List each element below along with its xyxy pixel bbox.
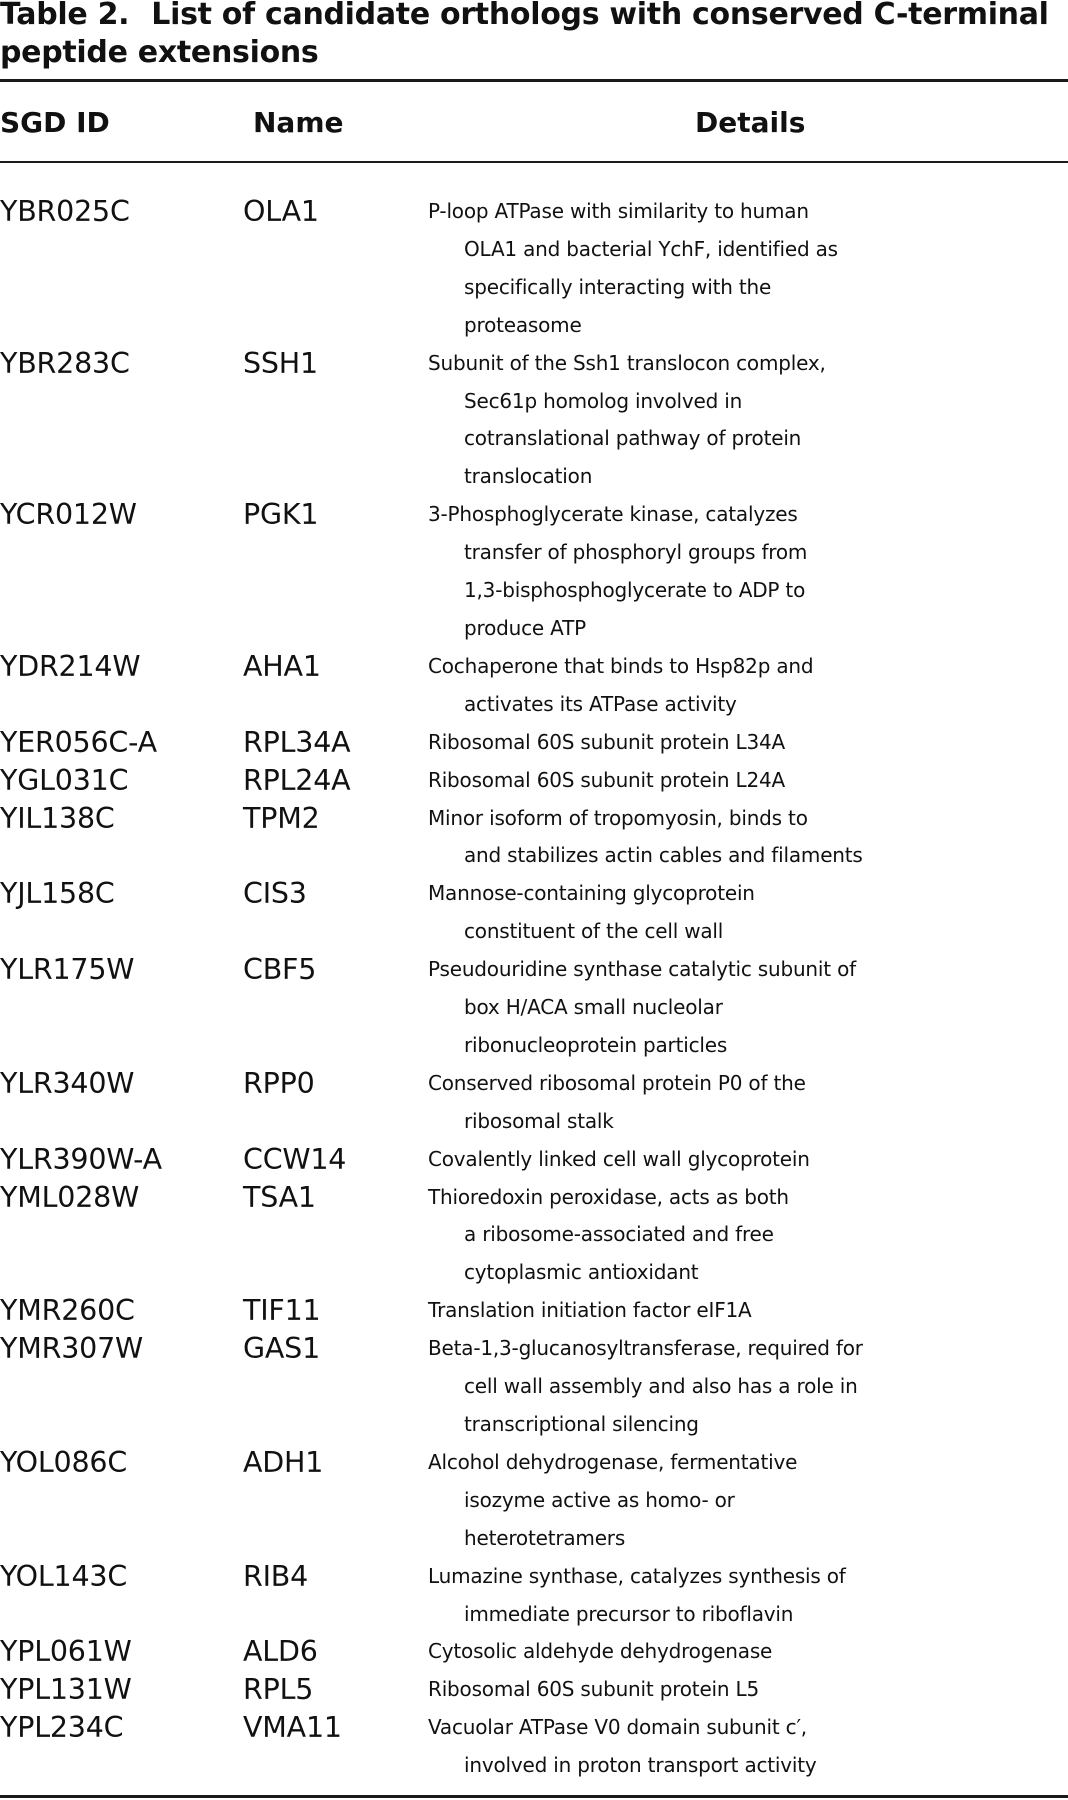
cell-name: CBF5 <box>243 953 317 987</box>
details-line: Cochaperone that binds to Hsp82p and <box>428 653 814 678</box>
details-line: Ribosomal 60S subunit protein L5 <box>428 1677 760 1702</box>
cell-name: OLA1 <box>243 195 319 228</box>
cell-name: ALD6 <box>243 1635 318 1669</box>
table-row <box>0 1141 1068 1179</box>
details-line: Translation initiation factor eIF1A <box>428 1298 752 1323</box>
cell-details <box>428 800 1068 876</box>
cell-sgd-id: YLR390W-A <box>0 1142 162 1176</box>
header-rule <box>0 161 1068 163</box>
cell-sgd-id: YER056C-A <box>0 725 157 759</box>
cell-details <box>428 951 1068 1065</box>
cell-sgd-id: YDR214W <box>0 649 141 683</box>
table-row <box>0 1444 1068 1558</box>
details-line: 3-Phosphoglycerate kinase, catalyzes <box>428 502 798 527</box>
details-line: Vacuolar ATPase V0 domain subunit c′, <box>428 1715 807 1740</box>
cell-sgd-id: YMR260C <box>0 1294 135 1328</box>
cell-details <box>428 875 1068 951</box>
cell-name: SSH1 <box>243 346 318 380</box>
details-line: ribosomal stalk <box>464 1108 614 1133</box>
cell-name: RPL24A <box>243 763 351 797</box>
cell-sgd-id: YPL234C <box>0 1711 124 1745</box>
cell-sgd-id: YLR340W <box>0 1066 135 1100</box>
table-row <box>0 1179 1068 1293</box>
table-row <box>0 762 1068 800</box>
caption-line-2 <box>0 34 1068 72</box>
details-line: transcriptional silencing <box>464 1412 699 1436</box>
caption-line-1 <box>0 0 1068 34</box>
cell-name: TSA1 <box>243 1180 316 1214</box>
details-line: Subunit of the Ssh1 translocon complex, <box>428 350 826 375</box>
table-caption <box>0 0 1068 72</box>
details-line: Minor isoform of tropomyosin, binds to <box>428 805 808 830</box>
table-row <box>0 1671 1068 1709</box>
column-header-name: Name <box>253 106 344 139</box>
cell-sgd-id: YPL131W <box>0 1673 132 1707</box>
table-title-line-2: peptide extensions <box>0 35 319 70</box>
details-line: Ribosomal 60S subunit protein L34A <box>428 729 786 754</box>
details-line: Covalently linked cell wall glycoprotein <box>428 1146 810 1171</box>
details-line: Lumazine synthase, catalyzes synthesis of <box>428 1563 846 1588</box>
cell-sgd-id: YMR307W <box>0 1332 143 1366</box>
cell-details <box>428 1558 1068 1634</box>
details-line: proteasome <box>464 312 582 337</box>
details-line: Cytosolic aldehyde dehydrogenase <box>428 1639 773 1664</box>
details-line: transfer of phosphoryl groups from <box>464 540 808 565</box>
cell-name: CIS3 <box>243 877 307 911</box>
cell-details <box>428 1671 1068 1709</box>
details-line: specifically interacting with the <box>464 274 772 299</box>
table-row <box>0 951 1068 1065</box>
table-row <box>0 724 1068 762</box>
details-line: isozyme active as homo- or <box>464 1487 735 1512</box>
table-row <box>0 1633 1068 1671</box>
cell-details <box>428 193 1068 345</box>
cell-details <box>428 1709 1068 1785</box>
top-rule <box>0 79 1068 82</box>
details-line: 1,3-bisphosphoglycerate to ADP to <box>464 578 806 603</box>
cell-details <box>428 648 1068 724</box>
details-line: Beta-1,3-glucanosyltransferase, required for <box>428 1336 863 1361</box>
bottom-rule <box>0 1795 1068 1798</box>
details-line: OLA1 and bacterial YchF, identified as <box>464 236 838 261</box>
details-line: a ribosome-associated and free <box>464 1222 774 1247</box>
details-line: constituent of the cell wall <box>464 919 724 944</box>
column-header-sgd-id: SGD ID <box>0 106 110 139</box>
table-row <box>0 875 1068 951</box>
cell-details <box>428 1065 1068 1141</box>
details-line: box H/ACA small nucleolar <box>464 995 723 1020</box>
details-line: Mannose-containing glycoprotein <box>428 881 755 906</box>
cell-details <box>428 345 1068 497</box>
cell-details <box>428 1633 1068 1671</box>
details-line: Pseudouridine synthase catalytic subunit of <box>428 957 856 982</box>
cell-sgd-id: YGL031C <box>0 763 129 797</box>
details-line: cell wall assembly and also has a role in <box>464 1374 858 1399</box>
table-row <box>0 496 1068 648</box>
cell-name: RIB4 <box>243 1559 309 1593</box>
details-line: Ribosomal 60S subunit protein L24A <box>428 767 786 792</box>
cell-details <box>428 496 1068 648</box>
table-row <box>0 1292 1068 1330</box>
table-row <box>0 648 1068 724</box>
cell-details <box>428 762 1068 800</box>
table-body <box>0 193 1068 1785</box>
table-label: Table 2. <box>0 0 130 32</box>
cell-sgd-id: YCR012W <box>0 498 137 532</box>
details-line: Thioredoxin peroxidase, acts as both <box>428 1184 789 1209</box>
column-header-details: Details <box>695 106 806 139</box>
cell-name: RPP0 <box>243 1066 315 1100</box>
table-row <box>0 1330 1068 1444</box>
cell-name: TIF11 <box>243 1294 321 1328</box>
details-line: P-loop ATPase with similarity to human <box>428 199 809 223</box>
details-line: activates its ATPase activity <box>464 691 737 716</box>
details-line: Alcohol dehydrogenase, fermentative <box>428 1449 798 1474</box>
cell-details <box>428 1179 1068 1293</box>
cell-name: VMA11 <box>243 1711 342 1745</box>
cell-sgd-id: YML028W <box>0 1180 140 1214</box>
table-row <box>0 800 1068 876</box>
details-line: cytoplasmic antioxidant <box>464 1260 699 1285</box>
details-line: Conserved ribosomal protein P0 of the <box>428 1070 806 1095</box>
table-row <box>0 345 1068 497</box>
cell-sgd-id: YIL138C <box>0 801 115 835</box>
cell-details <box>428 724 1068 762</box>
details-line: immediate precursor to riboflavin <box>464 1601 794 1626</box>
cell-name: TPM2 <box>243 801 320 835</box>
details-line: and stabilizes actin cables and filaments <box>464 843 863 868</box>
cell-name: RPL34A <box>243 725 351 759</box>
details-line: Sec61p homolog involved in <box>464 388 743 413</box>
table-row <box>0 1709 1068 1785</box>
table-row <box>0 1558 1068 1634</box>
cell-name: CCW14 <box>243 1142 347 1176</box>
cell-details <box>428 1292 1068 1330</box>
cell-name: ADH1 <box>243 1445 324 1479</box>
details-line: involved in proton transport activity <box>464 1753 817 1778</box>
cell-details <box>428 1330 1068 1444</box>
table-row <box>0 193 1068 345</box>
details-line: ribonucleoprotein particles <box>464 1032 728 1057</box>
cell-sgd-id: YOL143C <box>0 1559 128 1593</box>
cell-sgd-id: YOL086C <box>0 1445 128 1479</box>
cell-name: AHA1 <box>243 649 321 683</box>
cell-name: GAS1 <box>243 1332 321 1366</box>
details-line: heterotetramers <box>464 1525 626 1550</box>
cell-name: PGK1 <box>243 498 319 532</box>
cell-sgd-id: YBR025C <box>0 195 130 228</box>
cell-sgd-id: YJL158C <box>0 877 115 911</box>
cell-details <box>428 1444 1068 1558</box>
cell-sgd-id: YBR283C <box>0 346 130 380</box>
table-title-line-1: List of candidate orthologs with conserved C-terminal <box>151 0 1049 32</box>
details-line: produce ATP <box>464 615 586 640</box>
cell-details <box>428 1141 1068 1179</box>
table-row <box>0 1065 1068 1141</box>
details-line: translocation <box>464 464 593 489</box>
cell-sgd-id: YLR175W <box>0 953 135 987</box>
table-header <box>0 104 1068 142</box>
cell-sgd-id: YPL061W <box>0 1635 132 1669</box>
cell-name: RPL5 <box>243 1673 314 1707</box>
details-line: cotranslational pathway of protein <box>464 426 802 451</box>
